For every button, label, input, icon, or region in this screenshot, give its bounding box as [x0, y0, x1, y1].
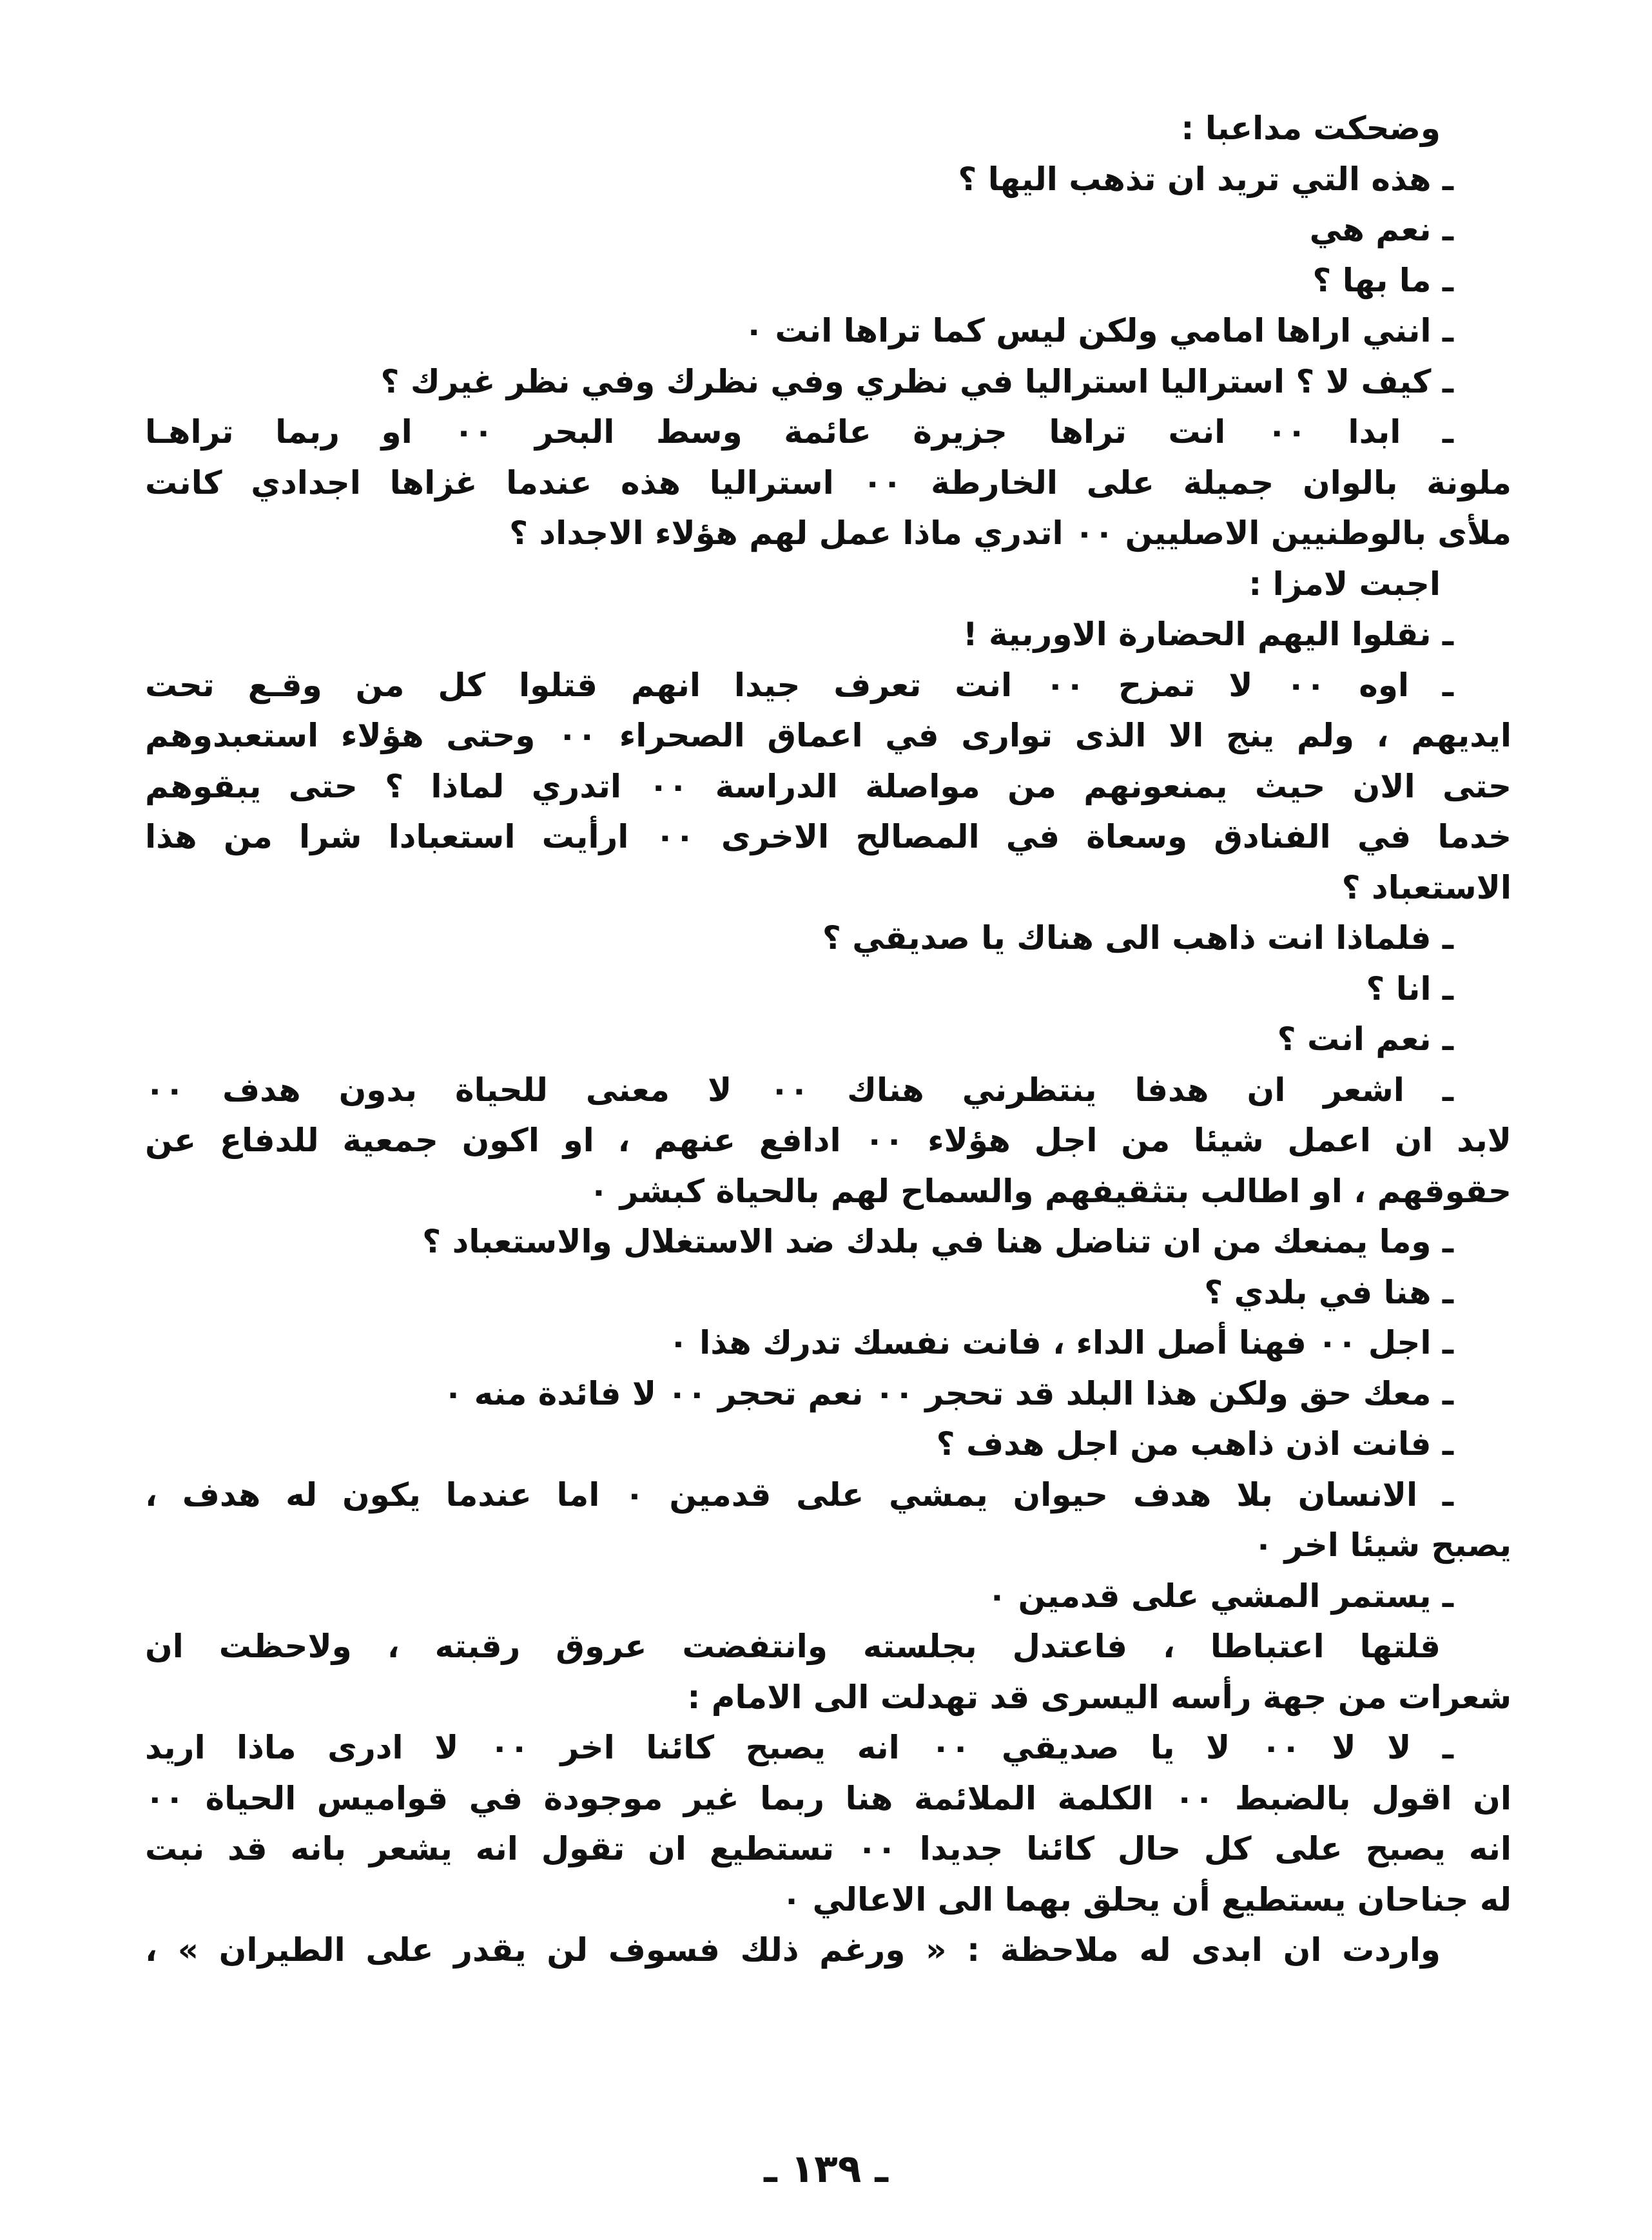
- dialogue-line: ـ فلماذا انت ذاهب الى هناك يا صديقي ؟: [822, 919, 1453, 957]
- dialogue-line: ـ كيف لا ؟ استراليا استراليا في نظري وفي نظرك وفي نظر غيرك ؟: [380, 362, 1453, 400]
- text-line: ان اقول بالضبط ٠٠ الكلمة الملائمة هنا ربما غير موجودة في قواميس الحياة ٠٠: [145, 1779, 1511, 1817]
- dialogue-line: ـ نعم هي: [1309, 211, 1453, 248]
- text-line: واردت ان ابدى له ملاحظة : « ورغم ذلك فسوف لن يقدر على الطيران » ،: [145, 1931, 1441, 1969]
- text-line: لابد ان اعمل شيئا من اجل هؤلاء ٠٠ ادافع عنهم ، او اكون جمعية للدفاع عن: [145, 1122, 1511, 1159]
- text-line: وضحكت مداعبا :: [1181, 110, 1441, 147]
- dialogue-line: ـ انني اراها امامي ولكن ليس كما تراها انت ٠: [744, 312, 1453, 349]
- dialogue-line: ـ وما يمنعك من ان تناضل هنا في بلدك ضد الاستغلال والاستعباد ؟: [422, 1223, 1453, 1260]
- text-line: حقوقهم ، او اطالب بتثقيفهم والسماح لهم بالحياة كبشر ٠: [588, 1172, 1511, 1210]
- dialogue-line: ـ يستمر المشي على قدمين ٠: [987, 1577, 1453, 1615]
- dialogue-line: ـ لا لا ٠٠ لا يا صديقي ٠٠ انه يصبح كائنا اخر ٠٠ لا ادرى ماذا اريد: [145, 1729, 1453, 1766]
- text-line: الاستعباد ؟: [1341, 868, 1511, 906]
- dialogue-line: ـ اشعر ان هدفا ينتظرني هناك ٠٠ لا معنى للحياة بدون هدف ٠٠: [145, 1071, 1453, 1109]
- dialogue-line: ـ هنا في بلدي ؟: [1204, 1273, 1453, 1311]
- dialogue-line: ـ نعم انت ؟: [1277, 1020, 1453, 1058]
- dialogue-line: ـ فانت اذن ذاهب من اجل هدف ؟: [936, 1425, 1453, 1463]
- text-line: له جناحان يستطيع أن يحلق بهما الى الاعالي ٠: [781, 1880, 1511, 1918]
- text-line: قلتها اعتباطا ، فاعتدل بجلسته وانتفضت عروق رقبته ، ولاحظت ان: [145, 1628, 1441, 1665]
- text-line: حتى الان حيث يمنعونهم من مواصلة الدراسة ٠٠ اتدري لماذا ؟ حتى يبقوهم: [145, 767, 1511, 805]
- dialogue-line: ـ الانسان بلا هدف حيوان يمشي على قدمين ٠ اما عندما يكون له هدف ،: [145, 1475, 1453, 1514]
- text-line: ايديهم ، ولم ينج الا الذى توارى في اعماق الصحراء ٠٠ وحتى هؤلاء استعبدوهم: [145, 717, 1511, 754]
- dialogue-line: ـ معك حق ولكن هذا البلد قد تحجر ٠٠ نعم تحجر ٠٠ لا فائدة منه ٠: [443, 1374, 1453, 1412]
- body-text: [145, 103, 1511, 1976]
- text-line: خدما في الفنادق وسعاة في المصالح الاخرى ٠٠ ارأيت استعبادا شرا من هذا: [145, 818, 1511, 855]
- dialogue-line: ـ ما بها ؟: [1312, 261, 1453, 299]
- text-line: انه يصبح على كل حال كائنا جديدا ٠٠ تستطيع ان تقول انه يشعر بانه قد نبت: [145, 1830, 1511, 1867]
- dialogue-line: ـ اوه ٠٠ لا تمزح ٠٠ انت تعرف جيدا انهم قتلوا كل من وقـع تحت: [145, 666, 1454, 704]
- text-line: اجبت لامزا :: [1249, 565, 1441, 603]
- dialogue-line: ـ انا ؟: [1366, 969, 1453, 1008]
- text-line: يصبح شيئا اخر ٠: [1253, 1526, 1511, 1564]
- text-line: ملونة بالوان جميلة على الخارطة ٠٠ استراليا هذه عندما غزاها اجدادي كانت: [145, 463, 1511, 502]
- dialogue-line: ـ اجل ٠٠ فهنا أصل الداء ، فانت نفسك تدرك هذا ٠: [668, 1324, 1453, 1361]
- dialogue-line: ـ هذه التي تريد ان تذهب اليها ؟: [958, 160, 1453, 198]
- text-line: ملأى بالوطنيين الاصليين ٠٠ اتدري ماذا عمل لهم هؤلاء الاجداد ؟: [509, 514, 1511, 552]
- page-number: ـ ١٣٩ ـ: [764, 2147, 888, 2192]
- dialogue-line: ـ نقلوا اليهم الحضارة الاوربية !: [962, 616, 1453, 653]
- text-line: شعرات من جهة رأسه اليسرى قد تهدلت الى الامام :: [687, 1678, 1511, 1716]
- dialogue-line: ـ ابدا ٠٠ انت تراها جزيرة عائمة وسط البحر ٠٠ او ربما تراهـا: [145, 413, 1454, 451]
